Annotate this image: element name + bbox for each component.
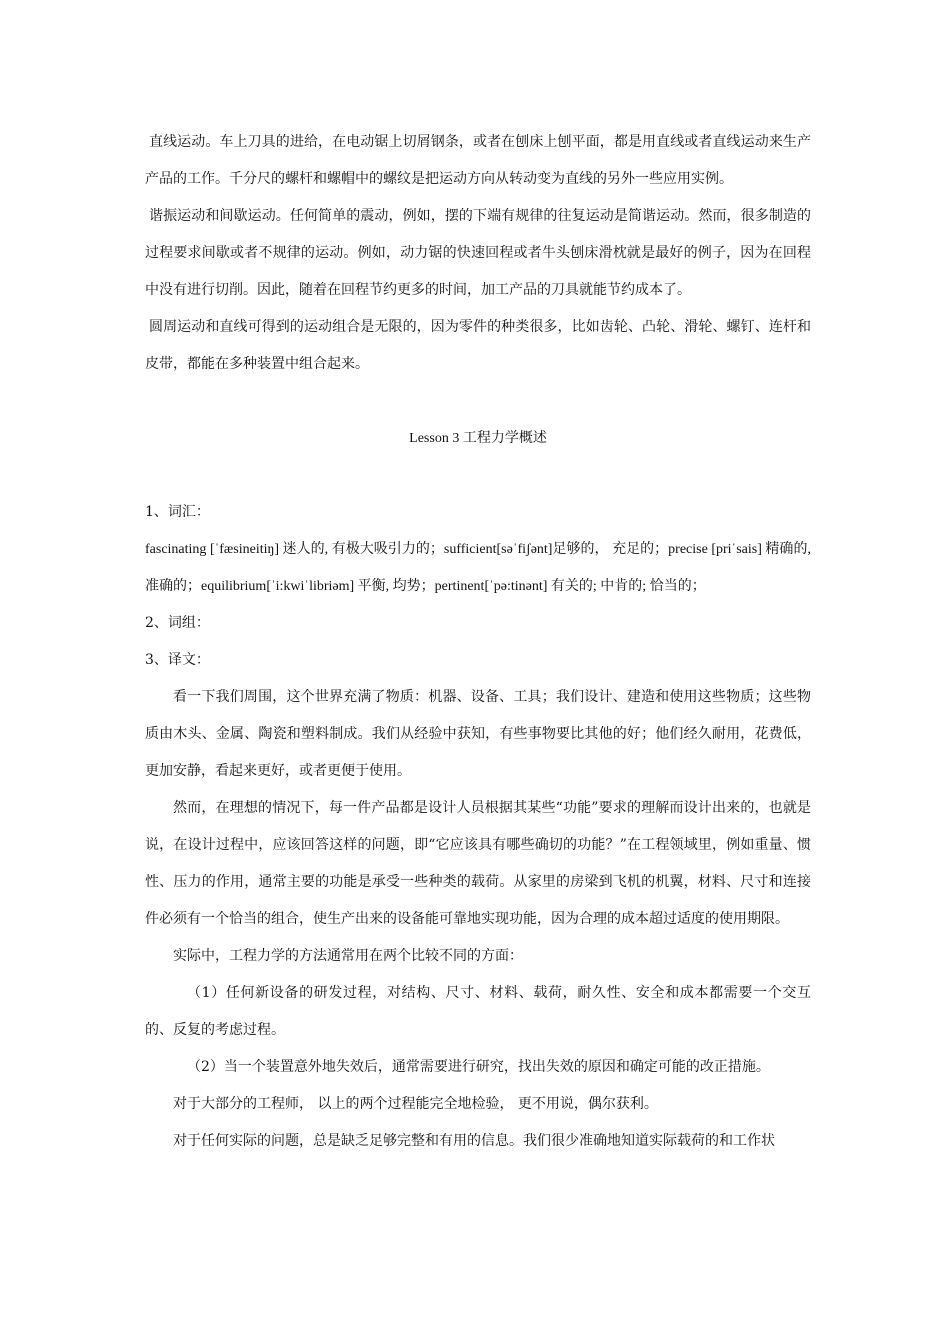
translation-paragraph: 实际中，工程力学的方法通常用在两个比较不同的方面： — [173, 948, 523, 964]
section-spacer — [145, 457, 811, 494]
intro-paragraph-harmonic-motion: 谐振运动和间歇运动。任何简单的震动，例如，摆的下端有规律的往复运动是简谐运动。然而，很多制造的过程要求间歇或者不规律的运动。例如，动力锯的快速回程或者牛头刨床滑枕就是最好的例子，因为在回程中没有进行切削。因此，随着在回程节约更多的时间，加工产品的刀具就能节约成本了。 — [145, 208, 811, 298]
translation-heading: 3、译文： — [145, 652, 210, 668]
translation-paragraph: 然而，在理想的情况下，每一件产品都是设计人员根据其某些“功能”要求的理解而设计出来的，也就是说，在设计过程中，应该回答这样的问题，即“它应该具有哪些确切的功能？”在工程领域里，例如重量、惯性、压力的作用，通常主要的功能是承受一些种类的载荷。从家里的房梁到飞机的机翼，材料、尺寸和连接件必须有一个恰当的组合，使生产出来的设备能可靠地实现功能，因为合理的成本超过适度的使用期限。 — [145, 800, 811, 927]
intro-paragraph-motion-combinations: 圆周运动和直线可得到的运动组合是无限的，因为零件的种类很多，比如齿轮、凸轮、滑轮、螺钉、连杆和皮带，都能在多种装置中组合起来。 — [145, 319, 811, 372]
document-page — [145, 124, 811, 1160]
phrase-heading: 2、词组： — [145, 615, 210, 631]
vocab-list: fascinating [ˈfæsineitiŋ] 迷人的, 有极大吸引力的；sufficient[səˈfiʃənt]足够的， 充足的；precise [priˈsais] 精确的, 准确的；equilibrium[ˈi:kwiˈlibriəm] 平衡, 均势；pertinent[ˈpə:tinənt] 有关的; 中肯的; 恰当的； — [145, 542, 811, 594]
list-item: （1）任何新设备的研发过程，对结构、尺寸、材料、载荷，耐久性、安全和成本都需要一个交互的、反复的考虑过程。 — [145, 985, 811, 1038]
closing-paragraph: 对于任何实际的问题，总是缺乏足够完整和有用的信息。我们很少准确地知道实际载荷的和工作状 — [173, 1133, 775, 1149]
lesson-title: Lesson 3 工程力学概述 — [409, 431, 547, 446]
intro-paragraph-linear-motion: 直线运动。车上刀具的进给，在电动锯上切屑钢条，或者在刨床上刨平面，都是用直线或者直线运动来生产产品的工作。千分尺的螺杆和螺帽中的螺纹是把运动方向从转动变为直线的另外一些应用实例。 — [145, 134, 811, 187]
list-item: （2）当一个装置意外地失效后，通常需要进行研究，找出失效的原因和确定可能的改正措施。 — [187, 1059, 770, 1075]
translation-paragraph: 看一下我们周围，这个世界充满了物质：机器、设备、工具；我们设计、建造和使用这些物质；这些物质由木头、金属、陶瓷和塑料制成。我们从经验中获知，有些事物要比其他的好；他们经久耐用，花费低，更加安静，看起来更好，或者更便于使用。 — [145, 689, 811, 779]
closing-paragraph: 对于大部分的工程师， 以上的两个过程能完全地检验， 更不用说，偶尔获利。 — [173, 1096, 658, 1112]
section-spacer — [145, 383, 811, 420]
vocab-heading: 1、词汇： — [145, 504, 210, 520]
